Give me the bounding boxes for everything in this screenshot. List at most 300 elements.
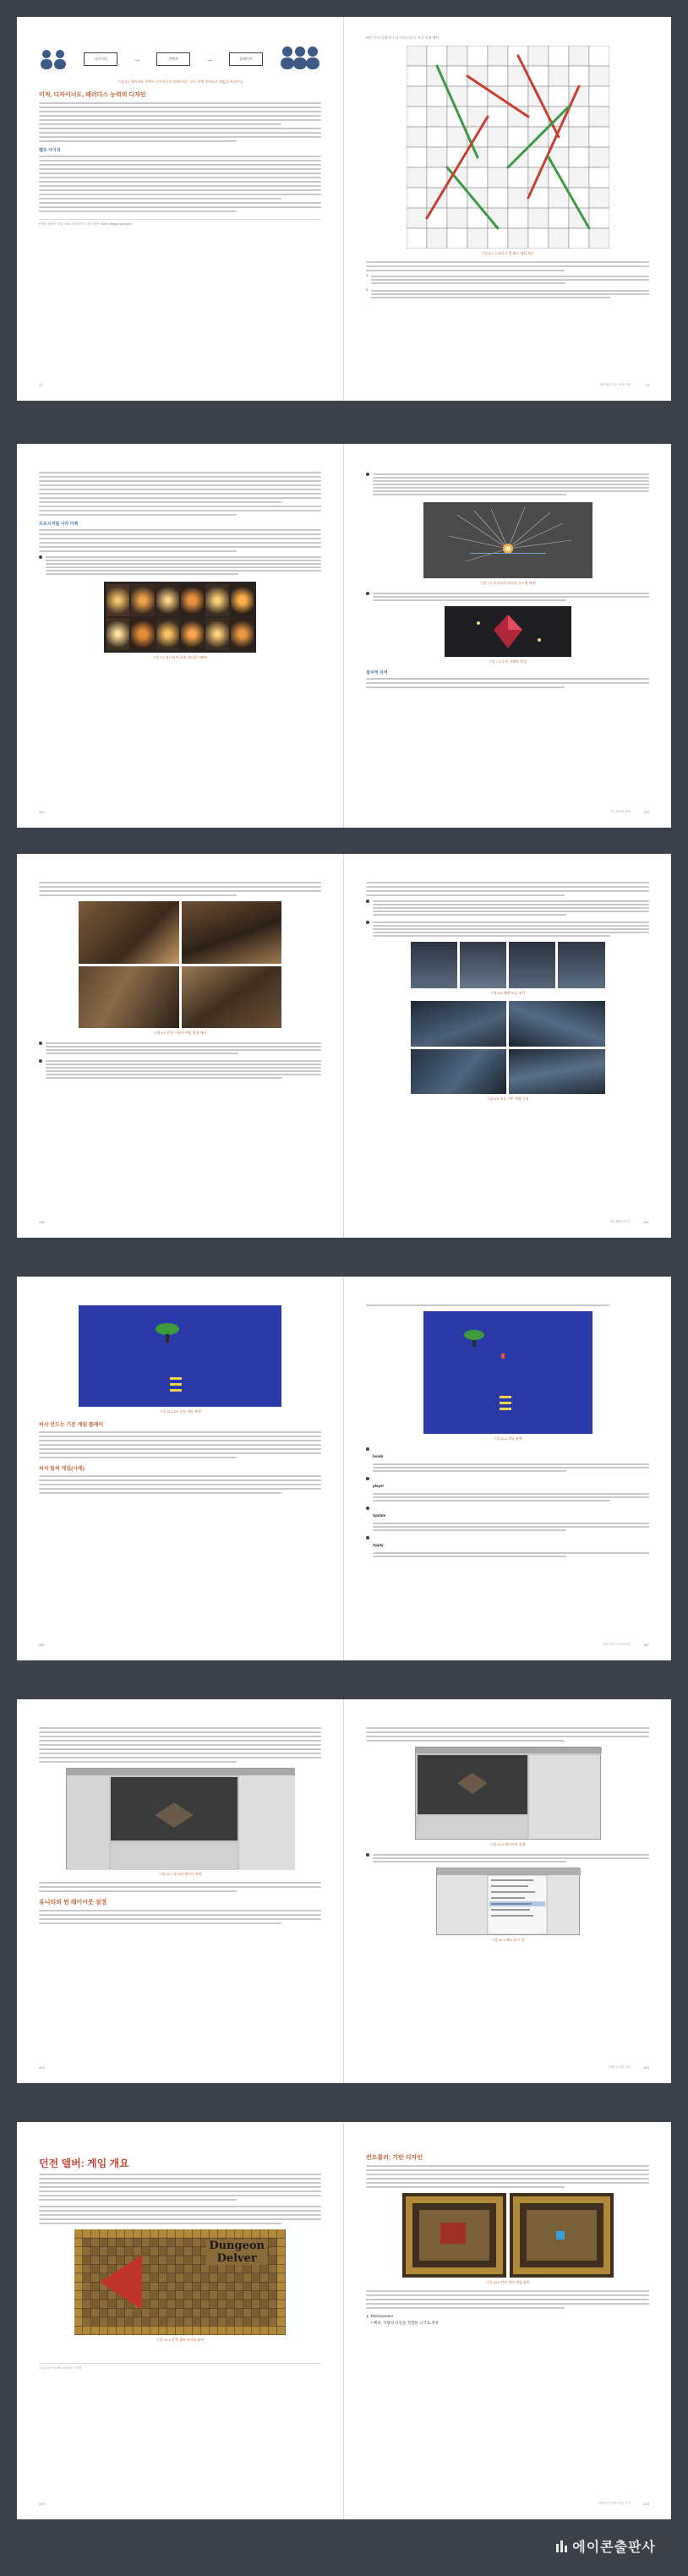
map-tile: [100, 2317, 108, 2326]
map-tile: [74, 2238, 83, 2246]
map-tile: [159, 2317, 167, 2326]
map-tile: [159, 2291, 167, 2300]
section-heading: 씨샤 팀의 게임(사케): [39, 1467, 85, 1472]
board-cell: [467, 228, 488, 249]
map-tile: [210, 2300, 218, 2308]
map-tile: [193, 2238, 201, 2246]
spread-5: [17, 1699, 671, 2083]
map-tile: [142, 2247, 150, 2256]
map-tile: [74, 2291, 83, 2300]
sub-heading: 프로시저럴 시각 이펙: [39, 522, 79, 527]
board-cell: [407, 127, 427, 147]
board-cell: [407, 107, 427, 127]
bullet-item: [39, 555, 321, 577]
page-386: [17, 1277, 344, 1660]
board-cell: [549, 66, 569, 86]
game-screen-right: [510, 2193, 614, 2278]
map-tile: [184, 2309, 193, 2317]
bullet-item: [366, 591, 649, 603]
board-cell: [488, 188, 508, 208]
shooter-game-screen: [79, 1305, 281, 1407]
figure-caption: 그림 7-1 유니티의 폭발 파티클 이펙트: [152, 655, 208, 659]
design-flow-diagram: [39, 42, 321, 76]
map-tile: [150, 2291, 159, 2300]
board-cell: [427, 147, 447, 167]
page-296: [17, 854, 344, 1238]
board-cell: [549, 208, 569, 228]
map-tile: [142, 2317, 150, 2326]
map-tile: [167, 2256, 176, 2264]
body-text: [39, 2174, 321, 2224]
chapter-heading: 던전 델버: 게임 개요: [39, 2158, 129, 2169]
board-cell: [569, 66, 589, 86]
board-cell: [589, 228, 609, 249]
map-tile: [201, 2317, 210, 2326]
map-tile: [142, 2300, 150, 2308]
map-tile: [218, 2317, 227, 2326]
map-tile: [159, 2273, 167, 2282]
map-tile: [74, 2273, 83, 2282]
map-tile: [142, 2291, 150, 2300]
page-number: 72: [39, 383, 43, 387]
map-tile: [167, 2265, 176, 2273]
running-head: 3장 게임 의도 대상 이해: [599, 383, 631, 386]
footnote: 8 게임 플레이 경험, 2021 데이터의 디자인 원칙 Game Design Approach: [39, 219, 321, 227]
map-tile: [210, 2229, 218, 2238]
map-tile: [277, 2256, 286, 2264]
map-tile: [277, 2317, 286, 2326]
body-text: [366, 2290, 649, 2309]
map-tile: [227, 2291, 235, 2300]
map-tile: [277, 2273, 286, 2282]
map-tile: [134, 2238, 142, 2246]
map-tile: [108, 2291, 117, 2300]
map-tile: [176, 2238, 184, 2246]
map-tile: [193, 2247, 201, 2256]
map-tile: [201, 2327, 210, 2335]
map-tile: [83, 2273, 91, 2282]
section-heading: 씨샤 만드는 기본 게임 플레이: [39, 1423, 104, 1428]
running-head: 12장 유니티 기초: [608, 2065, 631, 2069]
map-tile: [201, 2291, 210, 2300]
bullet-item: [366, 1535, 649, 1559]
map-tile: [159, 2327, 167, 2335]
map-tile: [100, 2265, 108, 2273]
board-cell: [508, 167, 528, 188]
map-tile: [269, 2327, 277, 2335]
map-tile: [184, 2327, 193, 2335]
body-text: [39, 472, 321, 516]
map-tile: [159, 2247, 167, 2256]
board-cell: [549, 188, 569, 208]
map-tile: [83, 2238, 91, 2246]
map-tile: [252, 2291, 260, 2300]
map-tile: [184, 2229, 193, 2238]
map-tile: [235, 2283, 243, 2291]
map-tile: [269, 2238, 277, 2246]
map-tile: [227, 2327, 235, 2335]
board-cell: [427, 167, 447, 188]
figure-caption: 그림 9-3 모듈 기반 레벨 구성: [486, 1097, 529, 1101]
body-text: [366, 1304, 649, 1306]
map-tile: [91, 2273, 100, 2282]
page-72: [17, 17, 344, 401]
board-cell: [488, 127, 508, 147]
figure-caption: 그림 9-2 레벨 모듈 조각: [489, 991, 526, 995]
map-tile: [108, 2309, 117, 2317]
board-cell: [569, 228, 589, 249]
map-tile: [74, 2317, 83, 2326]
map-tile: [167, 2309, 176, 2317]
map-tile: [252, 2327, 260, 2335]
ruby-effect-image: [445, 606, 571, 657]
figure-caption: 그림 3-2 스네이크 앤 래더 게임 보드: [481, 251, 534, 255]
board-cell: [407, 228, 427, 249]
figure-caption: 그림 12-3 메뉴 표시 창: [490, 1938, 525, 1942]
page-73: [344, 17, 671, 401]
bullet-item: [366, 1447, 649, 1474]
map-tile: [176, 2265, 184, 2273]
map-tile: [150, 2265, 159, 2273]
map-tile: [201, 2283, 210, 2291]
map-tile: [243, 2273, 252, 2282]
map-tile: [193, 2265, 201, 2273]
map-tile: [159, 2256, 167, 2264]
page-233: [344, 444, 671, 828]
map-tile: [159, 2309, 167, 2317]
page-number: 403: [643, 2065, 649, 2070]
map-tile: [201, 2300, 210, 2308]
map-tile: [235, 2291, 243, 2300]
logo-mark-icon: [556, 2540, 567, 2552]
bullet-item: [39, 1058, 321, 1080]
map-tile: [252, 2273, 260, 2282]
board-cell: [508, 228, 528, 249]
board-cell: [488, 107, 508, 127]
board-cell: [569, 127, 589, 147]
numbered-item: [366, 274, 649, 286]
body-text: [366, 1727, 649, 1742]
flow-label-1: 디자이너: [94, 57, 107, 61]
map-tile: [91, 2229, 100, 2238]
modular-level-image: [411, 1001, 605, 1094]
map-tile: [108, 2265, 117, 2273]
unity-layout-screenshot: [415, 1747, 601, 1840]
map-tile: [193, 2317, 201, 2326]
map-tile: [227, 2309, 235, 2317]
board-cell: [488, 46, 508, 66]
board-cell: [589, 208, 609, 228]
map-tile: [83, 2283, 91, 2291]
map-tile: [134, 2229, 142, 2238]
map-tile: [74, 2229, 83, 2238]
map-tile: [108, 2247, 117, 2256]
map-tile: [252, 2309, 260, 2317]
figure-caption: 그림 11-2 게임 장면: [493, 1436, 522, 1441]
map-tile: [159, 2300, 167, 2308]
page-number: 297: [643, 1220, 649, 1224]
map-tile: [108, 2300, 117, 2308]
running-head: 7장 절차적 생성: [609, 810, 631, 813]
page-number: 412: [39, 2502, 45, 2506]
map-tile: [150, 2238, 159, 2246]
map-tile: [235, 2317, 243, 2326]
map-tile: [260, 2229, 269, 2238]
figure-caption: 그림 13-1 던전 델버 타이틀 화면: [156, 2338, 205, 2342]
map-tile: [277, 2327, 286, 2335]
board-cell: [467, 86, 488, 107]
spread-2: [17, 444, 671, 828]
map-tile: [91, 2283, 100, 2291]
shooter-game-screen-2: [423, 1311, 592, 1434]
body-text: [39, 1475, 321, 1494]
board-cell: [569, 147, 589, 167]
board-cell: [589, 107, 609, 127]
board-cell: [508, 86, 528, 107]
body-text: [39, 1727, 321, 1763]
body-text: [39, 102, 321, 142]
map-tile: [150, 2247, 159, 2256]
map-tile: [193, 2229, 201, 2238]
flow-label-3: 플레이어: [239, 57, 253, 61]
map-tile: [83, 2327, 91, 2335]
map-tile: [125, 2309, 134, 2317]
map-tile: [184, 2247, 193, 2256]
map-tile: [83, 2247, 91, 2256]
map-tile: [125, 2238, 134, 2246]
board-cell: [427, 86, 447, 107]
board-cell: [589, 46, 609, 66]
page-number: 73: [645, 383, 649, 387]
map-tile: [150, 2283, 159, 2291]
map-tile: [108, 2317, 117, 2326]
item-number: 1: [366, 273, 369, 277]
arrow-icon: →: [206, 55, 213, 63]
board-cell: [427, 107, 447, 127]
map-tile: [74, 2256, 83, 2264]
map-tile: [227, 2317, 235, 2326]
map-tile: [117, 2238, 125, 2246]
map-tile: [184, 2238, 193, 2246]
map-tile: [100, 2238, 108, 2246]
flow-box-3: [229, 52, 263, 66]
map-tile: [83, 2300, 91, 2308]
figure-caption-top: 패턴 이어 플레이어 한 턴에 디자인 여섯 번째 패턴: [366, 36, 440, 40]
board-cell: [407, 66, 427, 86]
list-title: 1. TileGenerator: [366, 2314, 394, 2318]
board-cell: [447, 208, 467, 228]
term: Apply: [373, 1543, 384, 1547]
map-tile: [100, 2229, 108, 2238]
board-cell: [427, 228, 447, 249]
map-tile: [74, 2309, 83, 2317]
page-402: [17, 1699, 344, 2083]
board-cell: [447, 188, 467, 208]
board-cell: [508, 188, 528, 208]
map-tile: [184, 2273, 193, 2282]
map-tile: [235, 2265, 243, 2273]
map-tile: [201, 2229, 210, 2238]
player-icon: [279, 45, 321, 74]
map-tile: [184, 2265, 193, 2273]
map-tile: [277, 2265, 286, 2273]
map-tile: [218, 2283, 227, 2291]
map-tile: [83, 2265, 91, 2273]
map-tile: [243, 2229, 252, 2238]
dungeon-delver-title-screen: [74, 2229, 286, 2335]
map-tile: [74, 2265, 83, 2273]
board-cell: [488, 66, 508, 86]
map-tile: [142, 2273, 150, 2282]
figure-caption: 그림 3-1 데이터와 콘텐츠 디자이너의 플레이어는 모든 단계 정적으로 게임을 바라본다: [117, 79, 243, 84]
map-tile: [260, 2291, 269, 2300]
map-tile: [91, 2247, 100, 2256]
map-tile: [235, 2273, 243, 2282]
map-tile: [201, 2265, 210, 2273]
body-text: [39, 1882, 321, 1892]
map-tile: [83, 2256, 91, 2264]
running-head: 13장 던전 델버 게임 구조: [598, 2502, 631, 2505]
board-cell: [569, 46, 589, 66]
map-tile: [150, 2256, 159, 2264]
map-tile: [269, 2273, 277, 2282]
body-text: [366, 882, 649, 896]
map-tile: [167, 2291, 176, 2300]
map-tile: [269, 2309, 277, 2317]
map-tile: [91, 2309, 100, 2317]
map-tile: [176, 2300, 184, 2308]
page-403: [344, 1699, 671, 2083]
figure-caption: 그림 9-1 던전 크롤러 게임 환경 예시: [153, 1031, 207, 1035]
map-tile: [269, 2265, 277, 2273]
term: player: [373, 1484, 385, 1488]
map-tile: [125, 2327, 134, 2335]
map-tile: [150, 2317, 159, 2326]
dungeon-screenshots: [79, 901, 281, 1028]
map-tile: [252, 2229, 260, 2238]
publisher-logo: [556, 2536, 656, 2556]
board-cell: [549, 228, 569, 249]
bullet-item: [366, 472, 649, 497]
map-tile: [100, 2309, 108, 2317]
map-tile: [252, 2265, 260, 2273]
map-tile: [91, 2327, 100, 2335]
map-tile: [167, 2327, 176, 2335]
term: Update: [373, 1513, 386, 1518]
list-item: • 배치: 지형의 타일을 적절한 크기로 생성: [371, 2321, 439, 2325]
body-text: [366, 678, 649, 688]
map-tile: [100, 2291, 108, 2300]
map-tile: [252, 2317, 260, 2326]
page-number: 232: [39, 810, 45, 814]
numbered-item: [366, 288, 649, 300]
map-tile: [150, 2300, 159, 2308]
map-tile: [176, 2327, 184, 2335]
map-tile: [83, 2317, 91, 2326]
board-cell: [488, 147, 508, 167]
map-tile: [134, 2309, 142, 2317]
map-tile: [277, 2247, 286, 2256]
page-number: 233: [643, 810, 649, 814]
board-cell: [427, 127, 447, 147]
spread-1: [17, 17, 671, 401]
map-tile: [142, 2229, 150, 2238]
game-title-line-2: Delver: [206, 2252, 267, 2265]
map-tile: [269, 2291, 277, 2300]
map-tile: [125, 2317, 134, 2326]
numbered-item: [366, 1852, 649, 1864]
map-tile: [74, 2247, 83, 2256]
board-grid: [407, 46, 609, 249]
map-tile: [201, 2309, 210, 2317]
map-tile: [277, 2238, 286, 2246]
map-tile: [100, 2247, 108, 2256]
map-tile: [269, 2229, 277, 2238]
body-text: [366, 2165, 649, 2188]
explosion-particles-image: [104, 582, 256, 653]
map-tile: [74, 2283, 83, 2291]
board-cell: [447, 66, 467, 86]
map-tile: [83, 2229, 91, 2238]
map-tile: [167, 2300, 176, 2308]
figure-caption: 그림 12-1 유니티 에디터 화면: [158, 1872, 202, 1876]
board-cell: [407, 208, 427, 228]
map-tile: [91, 2256, 100, 2264]
board-cell: [447, 46, 467, 66]
map-tile: [134, 2327, 142, 2335]
map-tile: [142, 2309, 150, 2317]
map-tile: [210, 2291, 218, 2300]
board-cell: [549, 86, 569, 107]
map-tile: [218, 2273, 227, 2282]
map-tile: [243, 2327, 252, 2335]
map-tile: [277, 2283, 286, 2291]
map-tile: [142, 2256, 150, 2264]
map-tile: [235, 2300, 243, 2308]
board-cell: [488, 167, 508, 188]
board-cell: [528, 46, 549, 66]
map-tile: [184, 2256, 193, 2264]
board-cell: [467, 46, 488, 66]
map-tile: [142, 2265, 150, 2273]
map-tile: [260, 2265, 269, 2273]
body-text: [39, 529, 321, 552]
map-tile: [252, 2283, 260, 2291]
map-tile: [108, 2327, 117, 2335]
running-head: 11장 게임 프로토타입: [603, 1643, 631, 1646]
map-tile: [269, 2300, 277, 2308]
map-tile: [193, 2327, 201, 2335]
map-tile: [243, 2317, 252, 2326]
map-tile: [193, 2309, 201, 2317]
modular-pieces-image: [411, 942, 605, 988]
page-number: 296: [39, 1220, 45, 1224]
map-tile: [269, 2256, 277, 2264]
map-tile: [150, 2309, 159, 2317]
map-tile: [193, 2256, 201, 2264]
bullet-item: [366, 899, 649, 917]
map-tile: [167, 2247, 176, 2256]
map-tile: [142, 2238, 150, 2246]
board-cell: [407, 86, 427, 107]
body-text: [39, 882, 321, 896]
map-tile: [117, 2309, 125, 2317]
flow-box-1: [84, 52, 117, 66]
map-tile: [142, 2327, 150, 2335]
map-tile: [210, 2265, 218, 2273]
page-413: [344, 2122, 671, 2519]
map-tile: [184, 2283, 193, 2291]
